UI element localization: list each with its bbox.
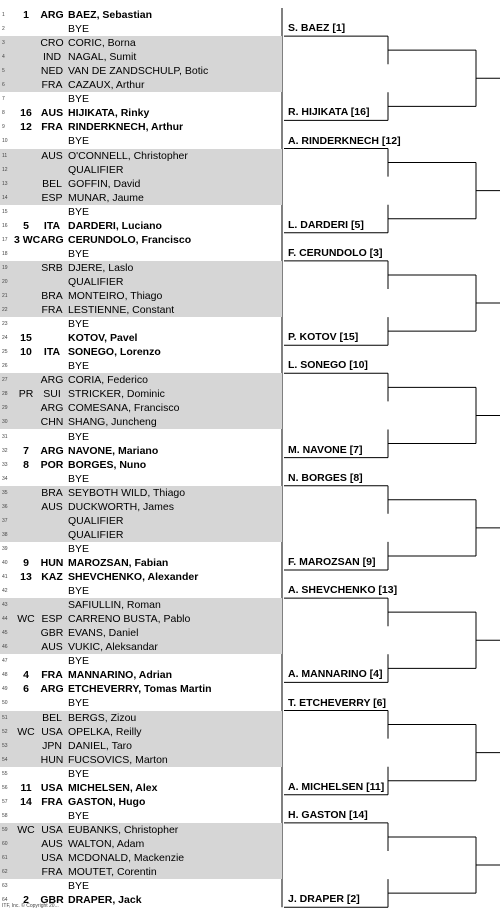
player-name: VAN DE ZANDSCHULP, Botic <box>68 65 209 78</box>
player-name: MOUTET, Corentin <box>68 866 157 879</box>
country-code: CHN <box>40 416 64 429</box>
player-name: BYE <box>68 767 90 780</box>
player-name: BYE <box>68 472 90 485</box>
round2-player: A. RINDERKNECH [12] <box>288 134 401 147</box>
draw-row <box>0 163 282 177</box>
player-name: KOTOV, Pavel <box>68 332 138 345</box>
country-code: USA <box>41 852 63 864</box>
draw-row <box>0 753 282 767</box>
seed-label: 14 <box>20 795 32 808</box>
draw-number: 43 <box>2 602 8 609</box>
player-name: CAZAUX, Arthur <box>68 79 145 92</box>
draw-number: 14 <box>2 194 8 201</box>
draw-number: 48 <box>2 672 8 679</box>
country-code: AUS <box>41 641 63 654</box>
country-code: FRA <box>41 866 63 879</box>
country-code: ARG <box>40 444 64 457</box>
draw-row <box>0 247 282 261</box>
player-name: GASTON, Hugo <box>68 795 146 808</box>
draw-row <box>0 387 282 401</box>
player-name: BORGES, Nuno <box>68 458 147 471</box>
country-code: CRO <box>40 37 64 50</box>
draw-number: 32 <box>2 447 8 454</box>
round2-player: F. CERUNDOLO [3] <box>288 246 383 259</box>
round2-player: F. MAROZSAN [9] <box>288 556 376 568</box>
draw-row <box>0 205 282 219</box>
draw-row <box>0 444 282 458</box>
draw-row <box>0 359 282 373</box>
draw-number: 12 <box>2 166 8 173</box>
player-name: BYE <box>68 542 90 555</box>
country-code: AUS <box>41 500 63 513</box>
draw-row <box>0 430 282 444</box>
seed-label: 10 <box>20 346 32 359</box>
player-name: EVANS, Daniel <box>68 627 139 640</box>
draw-number: 23 <box>2 321 8 328</box>
draw-number: 51 <box>2 714 8 721</box>
player-name: BYE <box>68 23 90 36</box>
round2-player: A. SHEVCHENKO [13] <box>288 584 398 597</box>
player-name: FUCSOVICS, Marton <box>68 753 168 766</box>
country-code: IND <box>42 51 62 64</box>
country-code: FRA <box>41 79 63 92</box>
draw-number: 6 <box>2 82 5 89</box>
draw-number: 30 <box>2 419 8 426</box>
draw-number: 15 <box>2 208 8 215</box>
draw-row <box>0 682 282 696</box>
draw-number: 10 <box>2 138 8 145</box>
draw-row <box>0 233 282 247</box>
player-name: SHEVCHENKO, Alexander <box>68 571 199 583</box>
draw-number: 49 <box>2 686 8 693</box>
draw-number: 19 <box>2 264 8 271</box>
country-code: HUN <box>40 753 64 766</box>
draw-number: 9 <box>2 124 5 131</box>
player-name: BYE <box>68 247 90 260</box>
draw-row <box>0 64 282 78</box>
draw-number: 38 <box>2 531 8 538</box>
country-code: BRA <box>41 290 63 302</box>
draw-row <box>0 711 282 725</box>
draw-row <box>0 725 282 739</box>
player-name: BYE <box>68 205 90 218</box>
seed-label: 3 WC <box>14 233 41 246</box>
draw-row <box>0 837 282 851</box>
draw-number: 54 <box>2 756 8 763</box>
country-code: KAZ <box>41 571 63 583</box>
round2-player: A. MICHELSEN [11] <box>288 780 385 793</box>
draw-row <box>0 795 282 809</box>
draw-row <box>0 317 282 331</box>
draw-row <box>0 219 282 233</box>
country-code: ARG <box>40 9 64 21</box>
seed-label: 13 <box>20 571 32 583</box>
player-name: GOFFIN, David <box>68 177 141 190</box>
draw-row <box>0 50 282 64</box>
country-code: ARG <box>40 374 64 387</box>
country-code: USA <box>41 823 63 836</box>
player-name: SAFIULLIN, Roman <box>68 599 161 612</box>
player-name: BERGS, Zizou <box>68 711 137 724</box>
draw-row <box>0 106 282 120</box>
player-name: MONTEIRO, Thiago <box>68 290 163 302</box>
seed-label: 1 <box>23 9 29 21</box>
country-code: BRA <box>41 486 63 499</box>
seed-label: 11 <box>20 781 32 794</box>
draw-number: 18 <box>2 250 8 257</box>
country-code: ESP <box>41 613 63 626</box>
draw-number: 39 <box>2 545 8 552</box>
draw-row <box>0 275 282 289</box>
draw-row <box>0 373 282 387</box>
draw-row <box>0 22 282 36</box>
player-name: BYE <box>68 880 90 893</box>
player-name: BYE <box>68 809 90 822</box>
draw-number: 37 <box>2 517 8 524</box>
draw-number: 24 <box>2 335 8 342</box>
draw-row <box>0 78 282 92</box>
round2-player: S. BAEZ [1] <box>288 22 346 35</box>
round2-player: M. NAVONE [7] <box>288 443 363 456</box>
seed-label: 9 <box>23 556 29 569</box>
country-code: FRA <box>41 304 63 317</box>
country-code: ARG <box>40 402 64 415</box>
country-code: FRA <box>41 121 63 134</box>
player-name: CORIC, Borna <box>68 37 136 50</box>
draw-number: 36 <box>2 503 8 510</box>
draw-row <box>0 528 282 542</box>
country-code: ITA <box>43 346 61 359</box>
player-name: SHANG, Juncheng <box>68 416 157 429</box>
draw-row <box>0 696 282 710</box>
draw-number: 42 <box>2 588 8 595</box>
draw-row <box>0 781 282 795</box>
country-code: GBR <box>40 627 64 640</box>
seed-label: 12 <box>20 121 32 134</box>
draw-row <box>0 92 282 106</box>
country-code: SRB <box>41 261 63 274</box>
draw-row <box>0 500 282 514</box>
player-name: VUKIC, Aleksandar <box>68 641 158 654</box>
player-name: SEYBOTH WILD, Thiago <box>68 486 186 499</box>
draw-number: 22 <box>2 307 8 314</box>
player-name: MANNARINO, Adrian <box>68 669 173 682</box>
player-name: BAEZ, Sebastian <box>68 9 153 21</box>
draw-row <box>0 626 282 640</box>
draw-number: 8 <box>2 110 5 117</box>
seed-label: 16 <box>20 107 32 120</box>
seed-label: 15 <box>20 332 32 345</box>
draw-number: 61 <box>2 855 8 861</box>
player-name: BYE <box>68 318 90 331</box>
round2-player: R. HIJIKATA [16] <box>288 106 370 119</box>
country-code: SUI <box>43 388 61 401</box>
country-code: GBR <box>40 894 64 907</box>
seed-label: WC <box>17 823 35 836</box>
draw-row <box>0 120 282 134</box>
player-name: DUCKWORTH, James <box>68 500 174 513</box>
draw-row <box>0 36 282 50</box>
player-name: NAVONE, Mariano <box>68 444 159 457</box>
draw-number: 62 <box>2 869 8 876</box>
draw-row <box>0 303 282 317</box>
country-code: POR <box>40 458 64 471</box>
player-name: BYE <box>68 135 90 148</box>
draw-row <box>0 851 282 865</box>
player-name: OPELKA, Reilly <box>68 725 142 738</box>
player-name: O'CONNELL, Christopher <box>68 149 188 162</box>
draw-row <box>0 191 282 205</box>
draw-row <box>0 823 282 837</box>
player-name: DRAPER, Jack <box>68 894 142 907</box>
draw-row <box>0 865 282 879</box>
player-name: CORIA, Federico <box>68 374 148 387</box>
player-name: QUALIFIER <box>68 514 124 527</box>
seed-label: 5 <box>23 219 29 232</box>
country-code: ESP <box>41 191 63 204</box>
player-name: MICHELSEN, Alex <box>68 781 158 794</box>
draw-number: 11 <box>2 152 8 159</box>
country-code: ARG <box>40 233 64 246</box>
draw-number: 59 <box>2 826 8 833</box>
country-code: NED <box>40 65 64 78</box>
draw-number: 13 <box>2 180 8 187</box>
seed-label: PR <box>18 388 34 401</box>
draw-number: 45 <box>2 630 8 637</box>
round2-player: J. DRAPER [2] <box>288 893 360 906</box>
draw-number: 28 <box>2 391 8 398</box>
player-name: BYE <box>68 585 90 598</box>
draw-number: 27 <box>2 377 8 384</box>
draw-number: 41 <box>2 574 8 580</box>
round2-player: N. BORGES [8] <box>288 471 363 484</box>
player-name: MAROZSAN, Fabian <box>68 556 169 569</box>
draw-row <box>0 458 282 472</box>
draw-row <box>0 177 282 191</box>
draw-number: 50 <box>2 700 8 707</box>
player-name: LESTIENNE, Constant <box>68 304 175 317</box>
player-name: MCDONALD, Mackenzie <box>68 852 185 864</box>
draw-number: 2 <box>2 26 5 33</box>
country-code: JPN <box>42 739 62 752</box>
player-name: QUALIFIER <box>68 528 124 541</box>
player-name: HIJIKATA, Rinky <box>68 107 150 120</box>
country-code: ITA <box>43 219 61 232</box>
draw-row <box>0 640 282 654</box>
round2-player: T. ETCHEVERRY [6] <box>288 696 387 709</box>
draw-number: 58 <box>2 812 8 819</box>
country-code: BEL <box>42 177 62 190</box>
draw-number: 44 <box>2 616 8 623</box>
player-name: DANIEL, Taro <box>68 739 132 752</box>
draw-row <box>0 542 282 556</box>
draw-row <box>0 668 282 682</box>
draw-number: 53 <box>2 742 8 749</box>
round2-player: L. SONEGO [10] <box>288 359 368 372</box>
player-name: MUNAR, Jaume <box>68 191 144 204</box>
seed-label: 4 <box>23 669 29 682</box>
draw-row <box>0 612 282 626</box>
draw-number: 26 <box>2 363 8 370</box>
player-name: BYE <box>68 697 90 710</box>
draw-row <box>0 654 282 668</box>
seed-label: WC <box>17 613 35 626</box>
draw-number: 33 <box>2 461 8 468</box>
player-name: BYE <box>68 93 90 106</box>
draw-row <box>0 879 282 893</box>
draw-row <box>0 415 282 429</box>
draw-number: 5 <box>2 68 5 75</box>
draw-number: 34 <box>2 475 8 482</box>
draw-row <box>0 809 282 823</box>
seed-label: 8 <box>23 458 29 471</box>
player-name: BYE <box>68 360 90 373</box>
draw-row <box>0 570 282 584</box>
draw-number: 16 <box>2 222 8 229</box>
draw-row <box>0 134 282 148</box>
player-name: QUALIFIER <box>68 275 124 288</box>
player-name: EUBANKS, Christopher <box>68 823 179 836</box>
draw-number: 56 <box>2 784 8 791</box>
draw-number: 55 <box>2 770 8 777</box>
draw-number: 64 <box>2 897 8 904</box>
player-name: NAGAL, Sumit <box>68 51 137 64</box>
draw-number: 46 <box>2 644 8 651</box>
round2-player: H. GASTON [14] <box>288 808 368 821</box>
draw-number: 40 <box>2 559 8 566</box>
country-code: AUS <box>41 149 63 162</box>
player-name: DARDERI, Luciano <box>68 219 162 232</box>
draw-number: 20 <box>2 278 8 285</box>
draw-row <box>0 8 282 22</box>
seed-label: 2 <box>23 894 29 907</box>
country-code: FRA <box>41 669 63 682</box>
draw-row <box>0 472 282 486</box>
draw-row <box>0 598 282 612</box>
draw-number: 1 <box>2 12 5 18</box>
player-name: DJERE, Laslo <box>68 261 134 274</box>
copyright-footer: ITF, Inc. © Copyright 20... <box>2 903 59 909</box>
player-name: WALTON, Adam <box>68 837 145 850</box>
player-name: ETCHEVERRY, Tomas Martin <box>68 683 212 696</box>
draw-row <box>0 331 282 345</box>
draw-row <box>0 556 282 570</box>
draw-number: 4 <box>2 54 5 61</box>
country-code: USA <box>41 725 63 738</box>
draw-number: 7 <box>2 96 5 103</box>
draw-number: 47 <box>2 658 8 665</box>
draw-number: 25 <box>2 349 8 356</box>
seed-label: 6 <box>23 683 29 696</box>
draw-number: 52 <box>2 728 8 735</box>
draw-row <box>0 345 282 359</box>
country-code: ARG <box>40 683 64 696</box>
draw-number: 57 <box>2 798 8 805</box>
draw-number: 35 <box>2 489 8 496</box>
round2-player: P. KOTOV [15] <box>288 331 359 344</box>
draw-number: 63 <box>2 883 8 890</box>
draw-number: 60 <box>2 840 8 847</box>
round2-player: L. DARDERI [5] <box>288 218 364 231</box>
draw-row <box>0 261 282 275</box>
player-name: STRICKER, Dominic <box>68 388 165 401</box>
draw-row <box>0 584 282 598</box>
seed-label: 7 <box>23 444 29 457</box>
draw-number: 21 <box>2 293 8 299</box>
draw-number: 31 <box>2 433 8 440</box>
country-code: FRA <box>41 795 63 808</box>
draw-number: 29 <box>2 405 8 412</box>
player-name: COMESANA, Francisco <box>68 402 180 415</box>
country-code: BEL <box>42 711 62 724</box>
round2-player: A. MANNARINO [4] <box>288 668 383 681</box>
player-name: SONEGO, Lorenzo <box>68 346 161 359</box>
draw-row <box>0 401 282 415</box>
draw-row <box>0 739 282 753</box>
draw-row <box>0 767 282 781</box>
draw-number: 17 <box>2 236 8 243</box>
country-code: AUS <box>41 837 63 850</box>
draw-row <box>0 514 282 528</box>
country-code: USA <box>40 781 64 794</box>
draw-row <box>0 149 282 163</box>
draw-number: 3 <box>2 40 5 47</box>
draw-row <box>0 486 282 500</box>
player-name: BYE <box>68 655 90 668</box>
country-code: AUS <box>40 107 64 120</box>
draw-row <box>0 289 282 303</box>
player-name: CARRENO BUSTA, Pablo <box>68 613 191 626</box>
player-name: CERUNDOLO, Francisco <box>68 233 192 246</box>
player-name: RINDERKNECH, Arthur <box>68 121 184 134</box>
player-name: BYE <box>68 430 90 443</box>
player-name: QUALIFIER <box>68 163 124 176</box>
seed-label: WC <box>17 725 35 738</box>
country-code: HUN <box>40 556 64 569</box>
